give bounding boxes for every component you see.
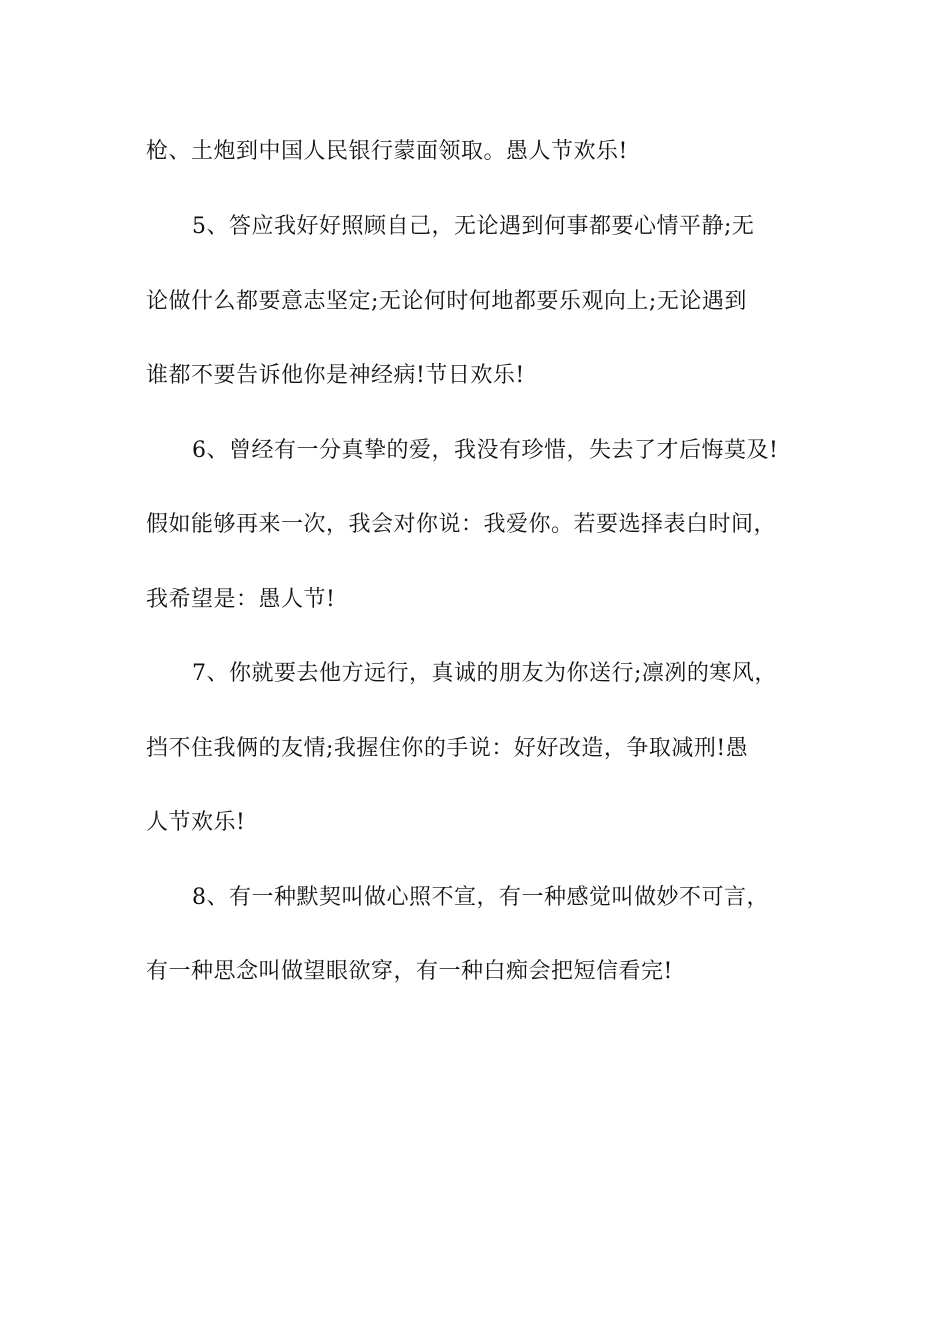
text-line: 假如能够再来一次，我会对你说：我爱你。若要选择表白时间， <box>146 512 777 537</box>
text-line: 有一种思念叫做望眼欲穿，有一种白痴会把短信看完! <box>146 959 673 984</box>
text-line: 我希望是：愚人节! <box>146 587 336 612</box>
item-5-line: 5、答应我好好照顾自己，无论遇到何事都要心情平静;无 <box>192 214 755 239</box>
text-line: 挡不住我俩的友情;我握住你的手说：好好改造，争取减刑!愚 <box>146 736 749 761</box>
text-line: 谁都不要告诉他你是神经病!节日欢乐! <box>146 363 525 388</box>
item-8-line: 8、有一种默契叫做心照不宣，有一种感觉叫做妙不可言， <box>192 885 769 910</box>
item-6-line: 6、曾经有一分真挚的爱，我没有珍惜，失去了才后悔莫及! <box>192 438 779 463</box>
text-line: 论做什么都要意志坚定;无论何时何地都要乐观向上;无论遇到 <box>146 289 747 314</box>
item-7-line: 7、你就要去他方远行，真诚的朋友为你送行;凛冽的寒风， <box>192 661 777 686</box>
text-line: 枪、土炮到中国人民银行蒙面领取。愚人节欢乐! <box>146 139 628 164</box>
text-line: 人节欢乐! <box>146 810 246 835</box>
